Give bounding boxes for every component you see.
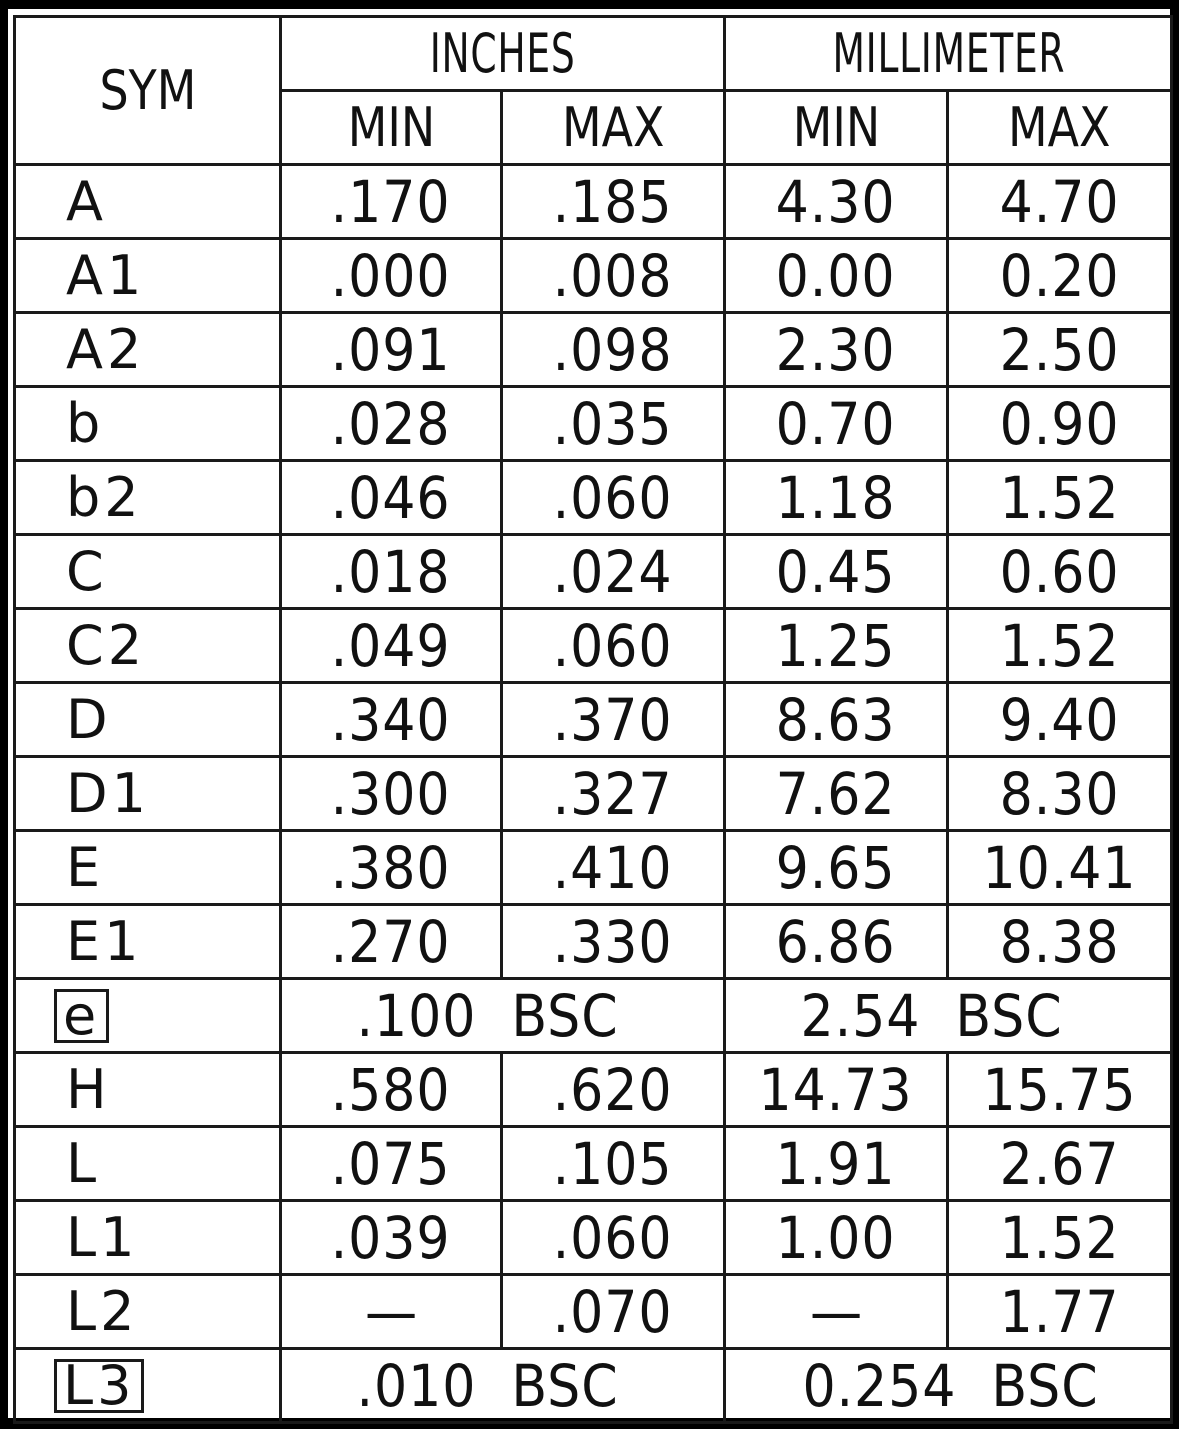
- mm-min-cell: 8.63: [725, 683, 948, 757]
- inches-max-cell: .098: [502, 313, 725, 387]
- inches-min-cell: .000: [281, 239, 502, 313]
- sym-label: A: [66, 170, 107, 233]
- sym-cell: [15, 1275, 281, 1349]
- table-row: [15, 535, 1172, 609]
- mm-max-cell: 1.52: [948, 461, 1172, 535]
- sym-label: C: [66, 540, 108, 603]
- mm-min-cell: 4.30: [725, 165, 948, 239]
- mm-min-cell: 0.70: [725, 387, 948, 461]
- mm-max-cell: 1.52: [948, 1201, 1172, 1275]
- table-row: [15, 313, 1172, 387]
- sym-cell: [15, 387, 281, 461]
- inches-bsc-cell: .100 BSC: [281, 979, 725, 1053]
- sym-cell: [15, 905, 281, 979]
- table-row: [15, 1127, 1172, 1201]
- inches-max-cell: .327: [502, 757, 725, 831]
- sym-cell: [15, 535, 281, 609]
- mm-min-cell: —: [725, 1275, 948, 1349]
- table-row: [15, 1053, 1172, 1127]
- sym-cell: [15, 313, 281, 387]
- inches-max-header: MAX: [502, 91, 725, 165]
- mm-max-cell: 2.50: [948, 313, 1172, 387]
- mm-min-cell: 9.65: [725, 831, 948, 905]
- mm-min-cell: 1.91: [725, 1127, 948, 1201]
- mm-max-cell: 2.67: [948, 1127, 1172, 1201]
- inches-min-cell: .580: [281, 1053, 502, 1127]
- sym-cell: [15, 831, 281, 905]
- sym-label: L3: [54, 1359, 144, 1413]
- mm-bsc-cell: 0.254 BSC: [725, 1349, 1172, 1423]
- mm-min-cell: 0.00: [725, 239, 948, 313]
- sym-label: A1: [66, 244, 146, 307]
- inches-max-cell: .620: [502, 1053, 725, 1127]
- mm-max-cell: 9.40: [948, 683, 1172, 757]
- sym-label: H: [66, 1058, 111, 1121]
- inches-bsc-cell: .010 BSC: [281, 1349, 725, 1423]
- dimension-sheet: [8, 9, 1170, 1418]
- mm-min-cell: 6.86: [725, 905, 948, 979]
- sym-header: SYM: [15, 17, 281, 165]
- inches-header: INCHES: [320, 17, 684, 91]
- inches-max-cell: .008: [502, 239, 725, 313]
- inches-min-cell: .049: [281, 609, 502, 683]
- inches-min-header: MIN: [281, 91, 502, 165]
- mm-max-cell: 10.41: [948, 831, 1172, 905]
- inches-max-cell: .060: [502, 609, 725, 683]
- sym-label: L1: [66, 1206, 139, 1269]
- sym-cell: [15, 1201, 281, 1275]
- sym-cell: [15, 757, 281, 831]
- dimensions-body: [15, 165, 1172, 1423]
- inches-min-cell: .046: [281, 461, 502, 535]
- sym-cell: [15, 1127, 281, 1201]
- inches-max-cell: .185: [502, 165, 725, 239]
- mm-max-cell: 15.75: [948, 1053, 1172, 1127]
- mm-max-cell: 0.60: [948, 535, 1172, 609]
- table-row: [15, 905, 1172, 979]
- inches-max-cell: .060: [502, 461, 725, 535]
- sym-cell: [15, 683, 281, 757]
- table-row: [15, 387, 1172, 461]
- inches-min-cell: —: [281, 1275, 502, 1349]
- inches-max-cell: .070: [502, 1275, 725, 1349]
- sym-label: b2: [66, 466, 143, 529]
- sym-label: E1: [66, 910, 143, 973]
- sym-label: A2: [66, 318, 146, 381]
- mm-min-cell: 1.18: [725, 461, 948, 535]
- inches-min-cell: .380: [281, 831, 502, 905]
- inches-min-cell: .028: [281, 387, 502, 461]
- table-row: [15, 239, 1172, 313]
- table-row: [15, 1275, 1172, 1349]
- inches-max-cell: .024: [502, 535, 725, 609]
- sym-label: L2: [66, 1280, 139, 1343]
- sym-label: C2: [66, 614, 147, 677]
- sym-cell: [15, 165, 281, 239]
- sym-cell: [15, 1349, 281, 1423]
- mm-min-cell: 1.25: [725, 609, 948, 683]
- table-row: [15, 165, 1172, 239]
- sym-cell: [15, 609, 281, 683]
- mm-max-cell: 4.70: [948, 165, 1172, 239]
- table-row: [15, 1349, 1172, 1423]
- table-row: [15, 831, 1172, 905]
- sym-label: D1: [66, 762, 150, 825]
- sym-cell: [15, 239, 281, 313]
- inches-max-cell: .060: [502, 1201, 725, 1275]
- table-row: [15, 757, 1172, 831]
- sym-cell: [15, 1053, 281, 1127]
- sym-label: b: [66, 392, 105, 455]
- inches-min-cell: .340: [281, 683, 502, 757]
- sym-label: e: [54, 989, 109, 1043]
- mm-min-cell: 7.62: [725, 757, 948, 831]
- sym-label: E: [66, 836, 105, 899]
- inches-min-cell: .300: [281, 757, 502, 831]
- millimeter-header: MILLIMETER: [765, 17, 1132, 91]
- sym-label: L: [66, 1132, 101, 1195]
- inches-min-cell: .270: [281, 905, 502, 979]
- mm-max-cell: 0.20: [948, 239, 1172, 313]
- mm-min-cell: 1.00: [725, 1201, 948, 1275]
- mm-max-cell: 0.90: [948, 387, 1172, 461]
- mm-max-cell: 1.52: [948, 609, 1172, 683]
- mm-max-cell: 8.38: [948, 905, 1172, 979]
- table-row: [15, 1201, 1172, 1275]
- table-row: [15, 683, 1172, 757]
- mm-min-cell: 2.30: [725, 313, 948, 387]
- mm-max-header: MAX: [948, 91, 1172, 165]
- mm-max-cell: 8.30: [948, 757, 1172, 831]
- inches-max-cell: .105: [502, 1127, 725, 1201]
- inches-min-cell: .039: [281, 1201, 502, 1275]
- inches-min-cell: .018: [281, 535, 502, 609]
- inches-max-cell: .330: [502, 905, 725, 979]
- inches-max-cell: .035: [502, 387, 725, 461]
- table-row: [15, 979, 1172, 1053]
- inches-min-cell: .075: [281, 1127, 502, 1201]
- sym-cell: [15, 979, 281, 1053]
- mm-bsc-cell: 2.54 BSC: [725, 979, 1172, 1053]
- inches-max-cell: .410: [502, 831, 725, 905]
- mm-min-header: MIN: [725, 91, 948, 165]
- inches-max-cell: .370: [502, 683, 725, 757]
- inches-min-cell: .091: [281, 313, 502, 387]
- inches-min-cell: .170: [281, 165, 502, 239]
- mm-min-cell: 0.45: [725, 535, 948, 609]
- mm-min-cell: 14.73: [725, 1053, 948, 1127]
- sym-label: D: [66, 688, 112, 751]
- package-dimensions-table: [13, 15, 1173, 1424]
- table-row: [15, 461, 1172, 535]
- mm-max-cell: 1.77: [948, 1275, 1172, 1349]
- table-row: [15, 609, 1172, 683]
- sym-cell: [15, 461, 281, 535]
